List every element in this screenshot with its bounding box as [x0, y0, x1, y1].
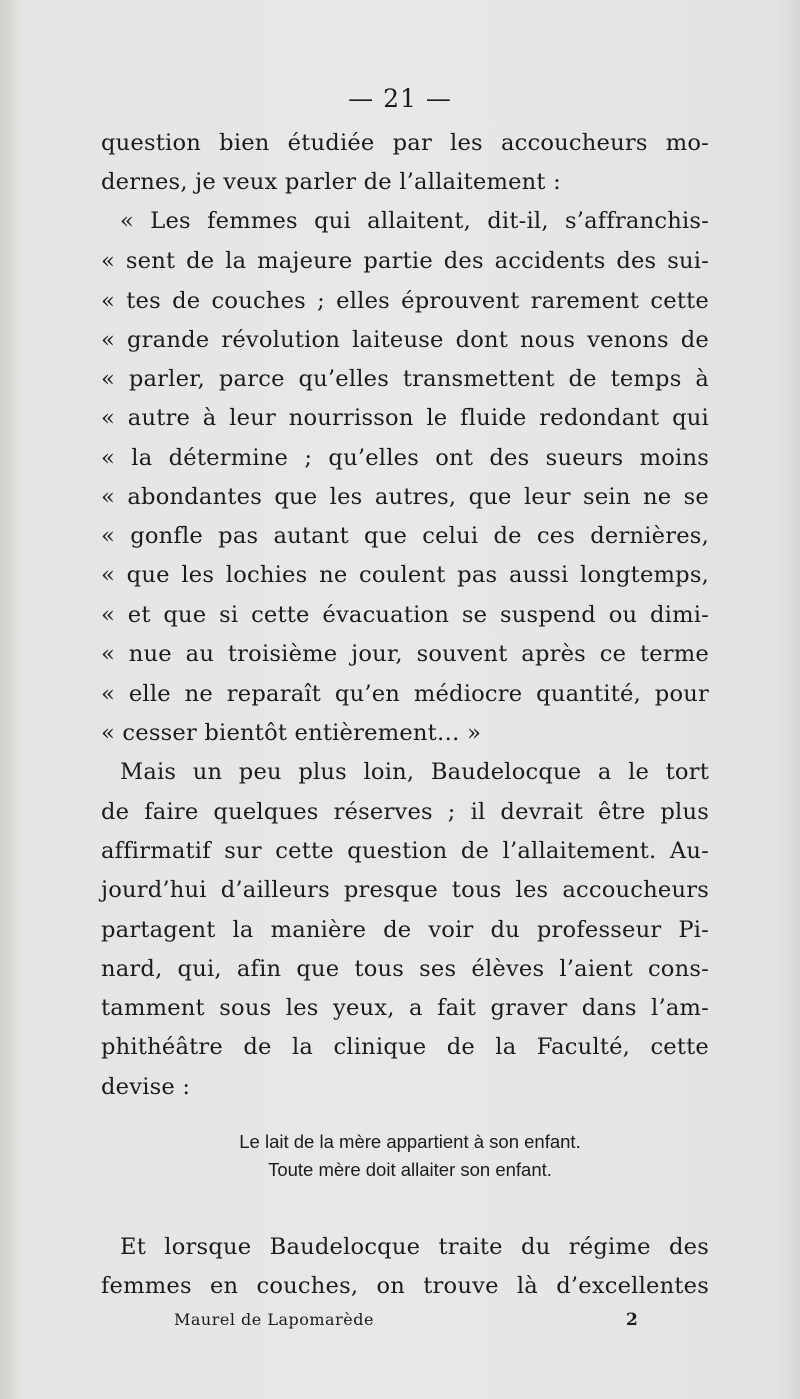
quote-line: « sent de la majeure partie des accidents des sui-: [101, 248, 709, 274]
quote-line: « tes de couches ; elles éprouvent rarement cette: [101, 288, 709, 314]
text-line: femmes en couches, on trouve là d’excellentes: [101, 1273, 709, 1299]
text-line: affirmatif sur cette question de l’allaitement. Au-: [101, 838, 709, 864]
quote-line: « nue au troisième jour, souvent après ce terme: [101, 641, 709, 667]
quote-line: « abondantes que les autres, que leur sein ne se: [101, 484, 709, 510]
quote-line: « et que si cette évacuation se suspend ou dimi-: [101, 602, 709, 628]
motto-line: Le lait de la mère appartient à son enfant.: [239, 1131, 581, 1152]
quote-line: « gonfle pas autant que celui de ces dernières,: [101, 523, 709, 549]
footer-author: Maurel de Lapomarède: [174, 1310, 374, 1329]
text-line: tamment sous les yeux, a fait graver dans l’am-: [101, 995, 709, 1021]
quote-line: « parler, parce qu’elles transmettent de temps à: [101, 366, 709, 392]
quote-line: « cesser bientôt entièrement… »: [101, 720, 482, 746]
text-line: jourd’hui d’ailleurs presque tous les accoucheurs: [101, 877, 709, 903]
text-line: Mais un peu plus loin, Baudelocque a le tort: [120, 759, 709, 785]
text-line: Et lorsque Baudelocque traite du régime des: [120, 1234, 709, 1260]
quote-line: « autre à leur nourrisson le fluide redondant qui: [101, 405, 709, 431]
quote-line: « la détermine ; qu’elles ont des sueurs moins: [101, 445, 709, 471]
text-line: de faire quelques réserves ; il devrait être plus: [101, 799, 709, 825]
text-line: devise :: [101, 1074, 191, 1100]
page-number: — 21 —: [348, 84, 452, 113]
text-line: question bien étudiée par les accoucheurs mo-: [101, 130, 709, 156]
text-line: partagent la manière de voir du professeur Pi-: [101, 917, 709, 943]
motto-line: Toute mère doit allaiter son enfant.: [268, 1159, 552, 1180]
quote-line: « elle ne reparaît qu’en médiocre quantité, pour: [101, 681, 709, 707]
footer-signature: 2: [626, 1310, 638, 1330]
text-line: nard, qui, afin que tous ses élèves l’aient cons-: [101, 956, 709, 982]
text-line: dernes, je veux parler de l’allaitement :: [101, 169, 561, 195]
text-line: phithéâtre de la clinique de la Faculté, cette: [101, 1034, 709, 1060]
quote-line: « que les lochies ne coulent pas aussi longtemps,: [101, 562, 709, 588]
quote-line: « grande révolution laiteuse dont nous venons de: [101, 327, 709, 353]
quote-line: « Les femmes qui allaitent, dit-il, s’affranchis-: [120, 208, 709, 234]
